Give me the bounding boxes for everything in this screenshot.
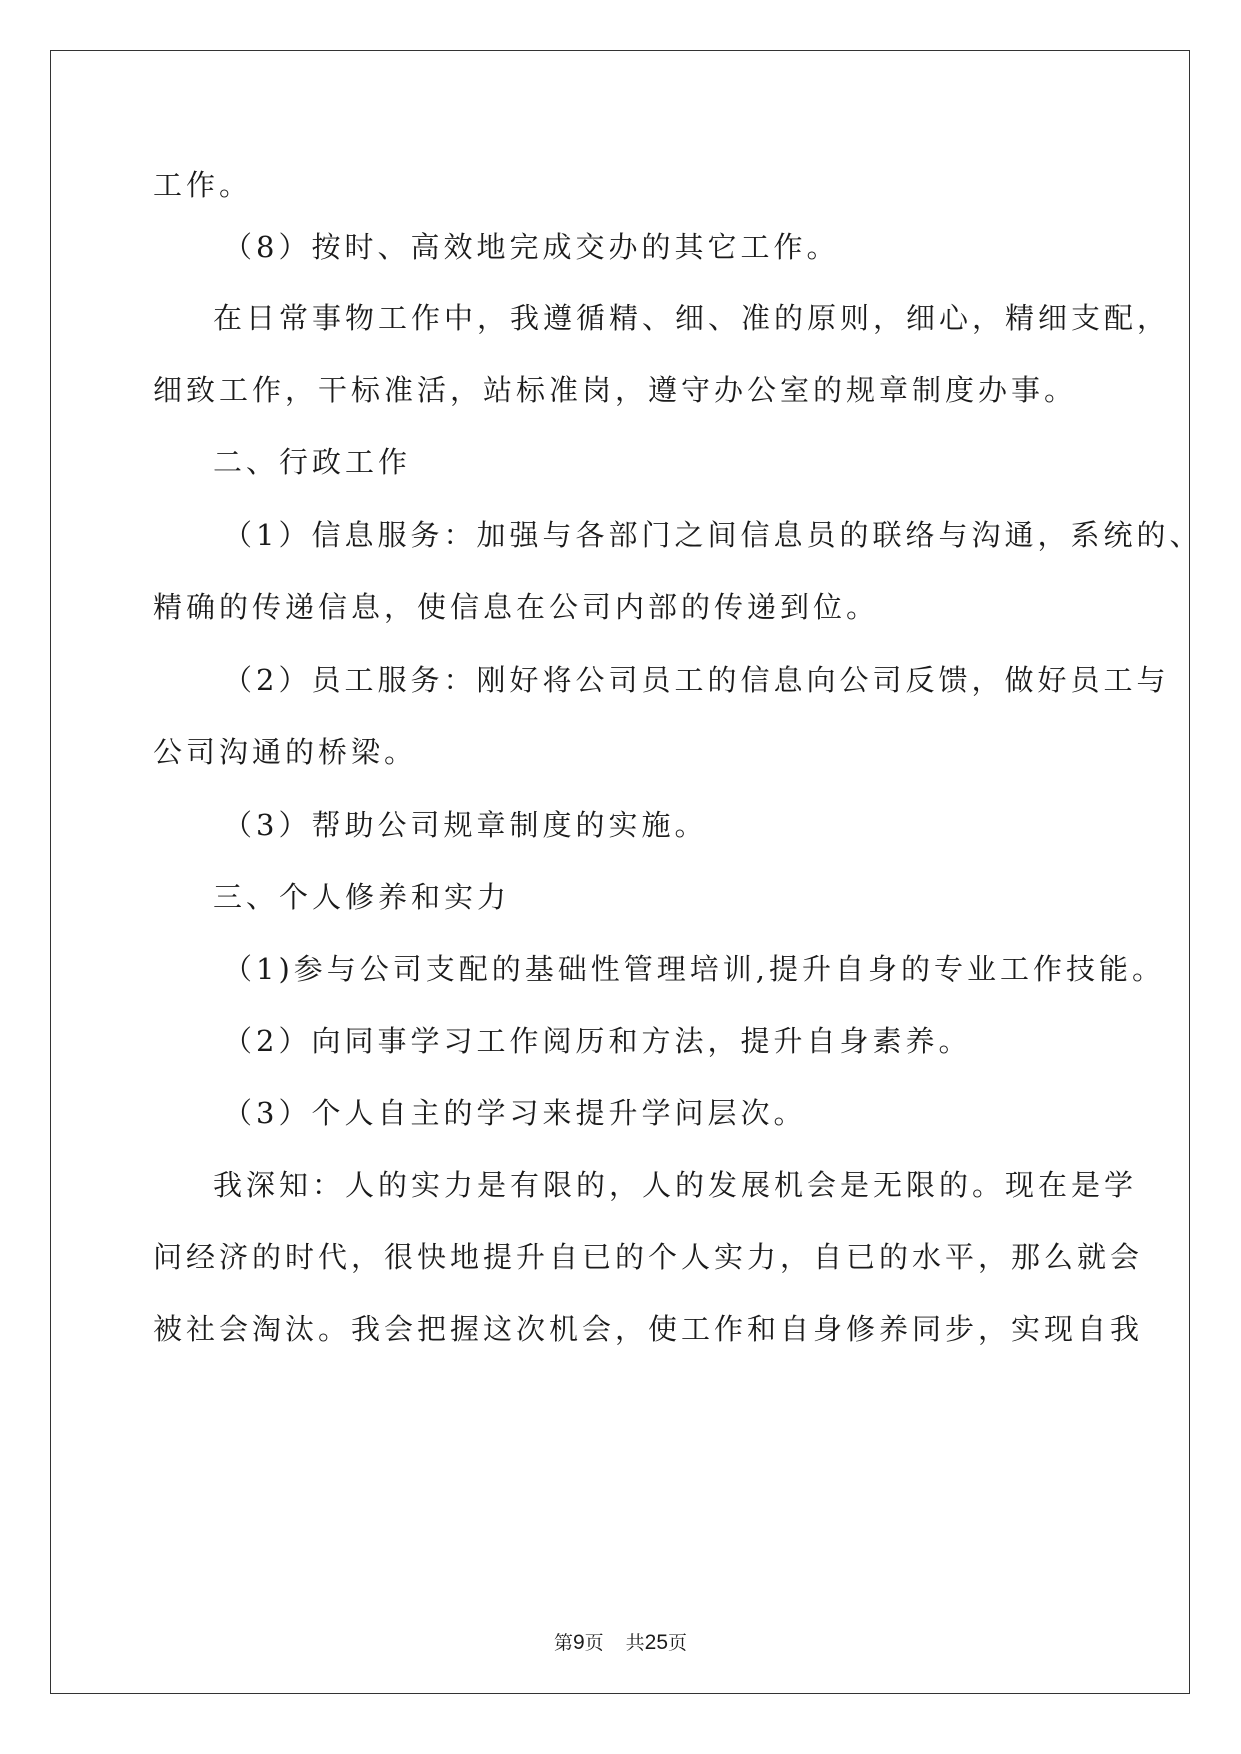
text-line-4: 细致工作，干标准活，站标准岗，遵守办公室的规章制度办事。 xyxy=(153,373,1078,407)
page-frame xyxy=(50,50,1190,1694)
footer-prefix: 第 xyxy=(553,1632,573,1654)
text-line-6: （1）信息服务：加强与各部门之间信息员的联络与沟通，系统的、 xyxy=(223,518,1203,552)
footer-page-suffix: 页 xyxy=(584,1632,604,1654)
text-line-2: （8）按时、高效地完成交办的其它工作。 xyxy=(223,230,840,264)
text-line-10: （3）帮助公司规章制度的实施。 xyxy=(223,808,708,842)
section-heading-3: 三、个人修养和实力 xyxy=(213,880,511,914)
page-footer xyxy=(0,1628,1241,1655)
section-heading-2: 二、行政工作 xyxy=(213,445,412,479)
footer-total-prefix: 共 xyxy=(625,1632,645,1654)
text-line-8: （2）员工服务：刚好将公司员工的信息向公司反馈，做好员工与 xyxy=(223,663,1170,697)
text-line-1: 工作。 xyxy=(153,168,253,202)
text-line-12: （1)参与公司支配的基础性管理培训,提升自身的专业工作技能。 xyxy=(223,952,1165,986)
text-line-16: 问经济的时代，很快地提升自已的个人实力，自已的水平，那么就会 xyxy=(153,1240,1144,1274)
text-line-9: 公司沟通的桥梁。 xyxy=(153,735,418,769)
footer-page-number: 9 xyxy=(572,1631,585,1654)
text-line-7: 精确的传递信息，使信息在公司内部的传递到位。 xyxy=(153,590,880,624)
text-line-3: 在日常事物工作中，我遵循精、细、准的原则，细心，精细支配， xyxy=(213,301,1171,335)
text-line-13: （2）向同事学习工作阅历和方法，提升自身素养。 xyxy=(223,1024,972,1058)
text-line-15: 我深知：人的实力是有限的，人的发展机会是无限的。现在是学 xyxy=(213,1168,1138,1202)
footer-total-pages: 25 xyxy=(644,1631,669,1654)
text-line-17: 被社会淘汰。我会把握这次机会，使工作和自身修养同步，实现自我 xyxy=(153,1312,1144,1346)
text-line-14: （3）个人自主的学习来提升学问层次。 xyxy=(223,1096,807,1130)
footer-total-suffix: 页 xyxy=(668,1632,688,1654)
